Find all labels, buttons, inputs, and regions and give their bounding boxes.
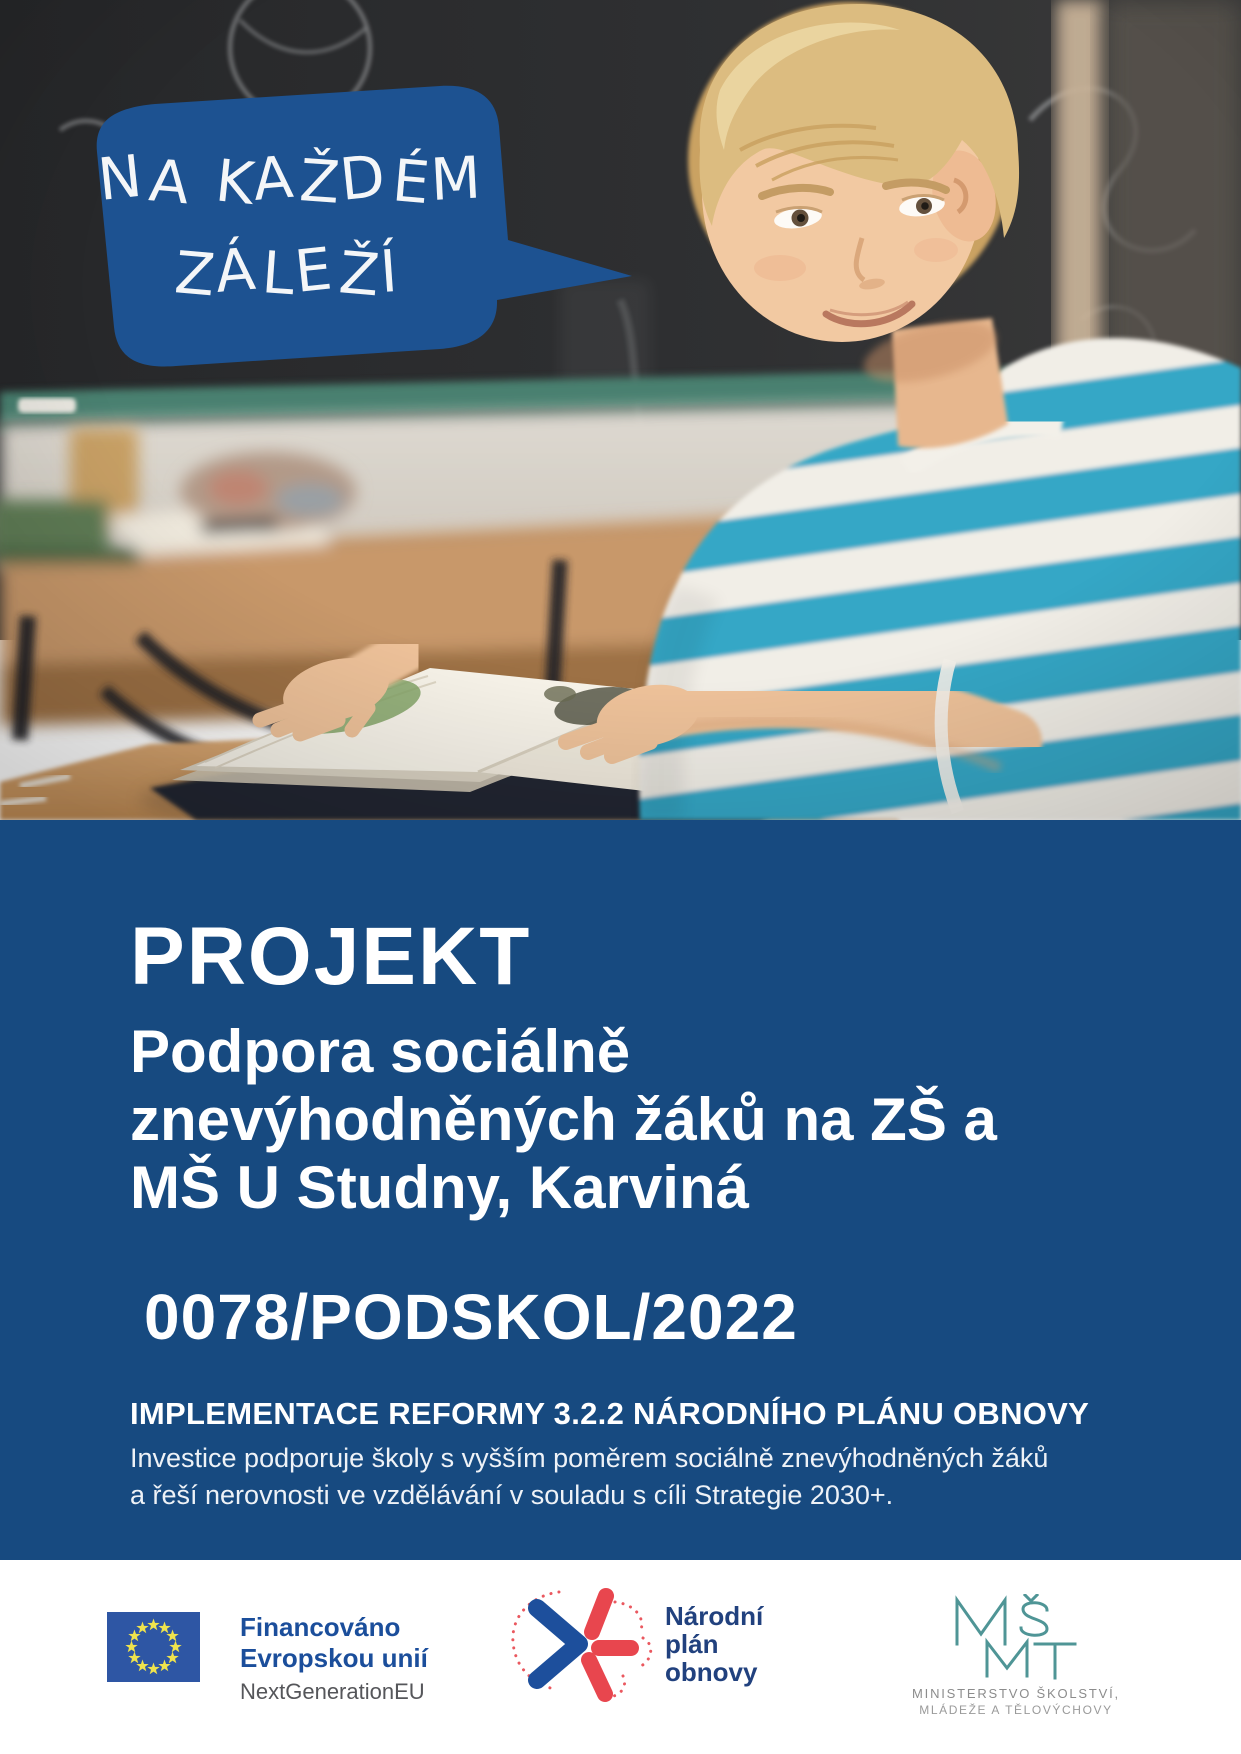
eu-text-line1: Financováno (240, 1612, 401, 1642)
project-title-line2: znevýhodněných žáků na ZŠ a (130, 1086, 997, 1153)
footer (0, 1560, 1241, 1754)
reform-text-line2: a řeší nerovnosti ve vzdělávání v souladu s cíli Strategie 2030+. (130, 1480, 894, 1510)
npo-text-line3: obnovy (665, 1657, 758, 1687)
npo-logo (503, 1580, 763, 1708)
msmt-ministry-line2: MLÁDEŽE A TĚLOVÝCHOVY (919, 1703, 1113, 1717)
reform-text-line1: Investice podporuje školy s vyšším poměrem sociálně znevýhodněných žáků (130, 1443, 1049, 1473)
npo-icon (503, 1580, 653, 1708)
eu-text (240, 1612, 428, 1705)
bubble-text-line2: ZÁLEŽÍ (172, 234, 404, 310)
eu-flag-icon (107, 1612, 200, 1682)
npo-text-line2: plán (665, 1629, 719, 1659)
project-heading: PROJEKT (130, 911, 532, 1002)
msmt-monogram-icon (951, 1594, 1081, 1680)
classroom-photo-svg (0, 0, 1241, 820)
reform-text (130, 1440, 1191, 1514)
bubble-text-line1: NA KAŽDÉM (94, 141, 487, 219)
project-title (130, 1018, 1191, 1222)
msmt-ministry-line1: MINISTERSTVO ŠKOLSTVÍ, (912, 1686, 1120, 1701)
eu-text-line2: Evropskou unií (240, 1643, 428, 1673)
reform-heading: IMPLEMENTACE REFORMY 3.2.2 NÁRODNÍHO PLÁNU OBNOVY (130, 1396, 1090, 1431)
npo-text (665, 1602, 763, 1686)
eu-text-line3: NextGenerationEU (240, 1679, 425, 1704)
project-code: 0078/PODSKOL/2022 (144, 1281, 798, 1353)
npo-text-line1: Národní (665, 1601, 764, 1631)
msmt-logo (900, 1594, 1132, 1717)
project-title-line1: Podpora sociálně (130, 1018, 631, 1085)
project-band (0, 820, 1241, 1560)
project-title-line3: MŠ U Studny, Karviná (130, 1154, 749, 1221)
classroom-photo (0, 0, 1241, 820)
eu-funding-logo (107, 1612, 428, 1705)
